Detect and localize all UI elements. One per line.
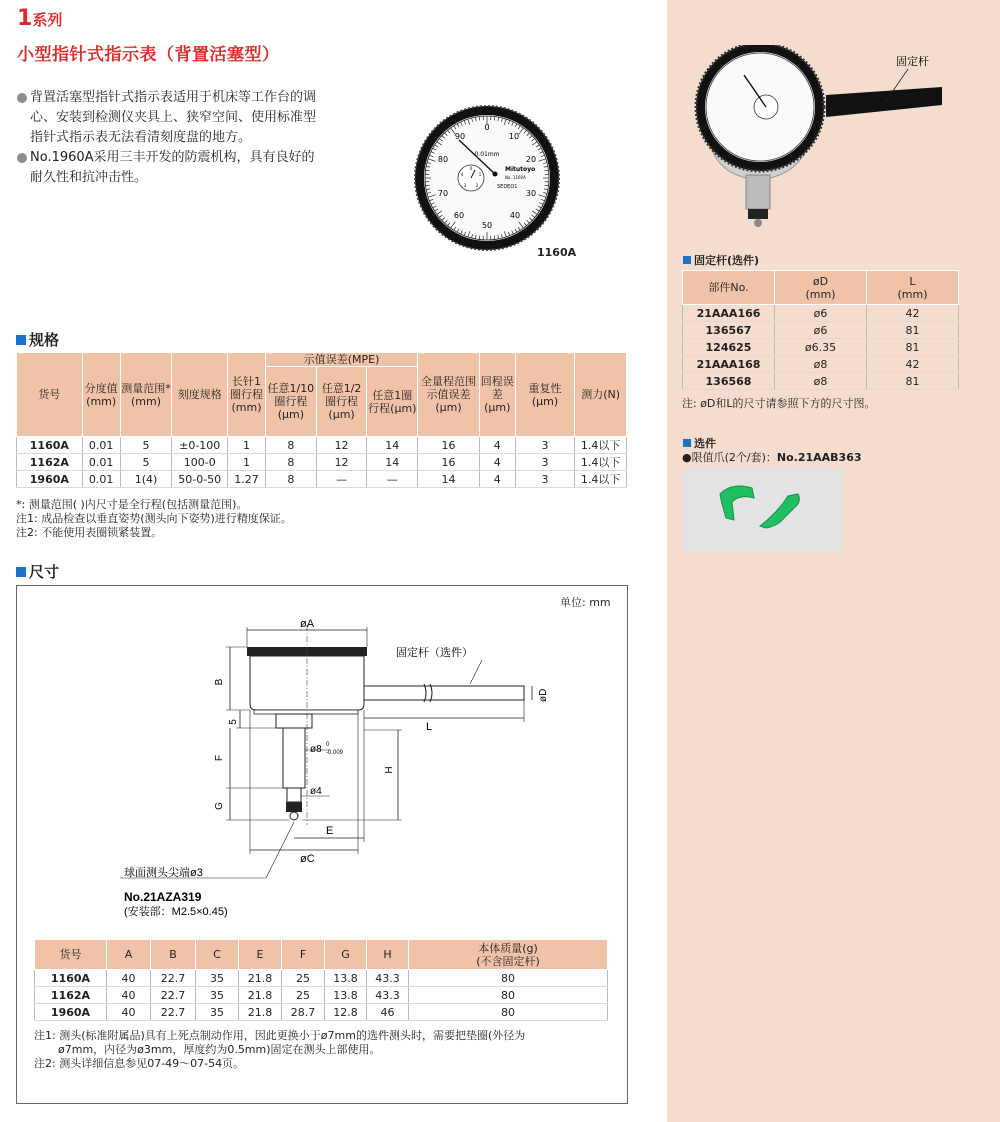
heading-marker (16, 335, 26, 345)
cell: ±0-100 (172, 437, 228, 454)
spec-header: 重复性(µm) (515, 353, 575, 437)
dial-tick (479, 116, 480, 120)
cell: 21.8 (239, 1004, 282, 1021)
option-item (682, 451, 862, 465)
cell: 12.8 (325, 1004, 367, 1021)
spec-heading (16, 329, 59, 350)
spec-header: 测量范围*(mm) (120, 353, 172, 437)
dimensions-table (34, 939, 608, 1021)
rod-heading (683, 252, 759, 268)
unit-label: 单位: mm (560, 596, 611, 609)
stem (283, 728, 305, 788)
rod-heading-text: 固定杆(选件) (694, 254, 760, 267)
dim-label: F (214, 754, 225, 762)
dimension-drawing (90, 610, 550, 930)
cell: — (316, 471, 367, 488)
cell: 35 (196, 987, 239, 1004)
rod-header: øD (mm) (775, 271, 867, 305)
cell: 21.8 (239, 987, 282, 1004)
dimensions-heading-text: 尺寸 (29, 563, 60, 581)
dimension-notes (34, 1029, 614, 1071)
dial-number: 20 (525, 155, 537, 164)
spec-header: 测力(N) (575, 353, 627, 437)
dim-header: B (151, 940, 196, 970)
option-heading-text: 选件 (694, 437, 716, 450)
cell: 136568 (683, 373, 775, 390)
dial-number: 0 (484, 123, 490, 132)
cell: 5 (120, 437, 172, 454)
spec-row (17, 471, 627, 488)
stem-base (276, 714, 312, 728)
heading-marker (16, 567, 26, 577)
cell: 14 (367, 454, 418, 471)
cell: 1162A (35, 987, 107, 1004)
cell: 81 (867, 373, 959, 390)
cell: 1 (228, 437, 266, 454)
cell: 80 (409, 1004, 608, 1021)
rod-header: L (mm) (867, 271, 959, 305)
spec-header: 任意1/2圈行程(µm) (316, 367, 367, 437)
stem-photo (688, 45, 958, 235)
rod-callout: 固定杆（选件） (396, 647, 473, 659)
revolution-number: 3 (463, 183, 467, 188)
revolution-number: 0 (469, 166, 473, 171)
dim-header: H (367, 940, 409, 970)
rod-header: 部件No. (683, 271, 775, 305)
cell: 28.7 (282, 1004, 325, 1021)
dial-brand: Mitutoyo (505, 166, 536, 173)
cell: 0.01 (82, 454, 120, 471)
dim-label: ø8 (310, 744, 322, 755)
cell: 12 (316, 454, 367, 471)
spec-header: 分度值(mm) (82, 353, 120, 437)
cell: 1960A (17, 471, 83, 488)
dim-label: 5 (228, 719, 239, 725)
dial-tick (494, 116, 495, 120)
dim-label: øA (299, 618, 315, 630)
page-title: 小型指针式指示表（背置活塞型） (17, 45, 280, 65)
cell: 40 (107, 970, 151, 987)
tip-callout: 球面测头尖端ø3 (124, 867, 203, 879)
dim-row (35, 970, 608, 987)
dim-label: B (214, 678, 225, 686)
dim-label: H (384, 766, 395, 774)
cell: 80 (409, 970, 608, 987)
cell: 13.8 (325, 970, 367, 987)
cell: 8 (265, 471, 316, 488)
stem-rod-photo (826, 87, 942, 117)
option-part-number: No.21AAB363 (776, 451, 862, 464)
dial-number: 70 (437, 189, 449, 198)
cell: 1.4以下 (575, 437, 627, 454)
tip-mount: (安装部：M2.5×0.45) (124, 906, 228, 918)
dim-row (35, 987, 608, 1004)
dial-indicator-image (413, 104, 561, 252)
spindle (287, 788, 301, 802)
rod-row (683, 356, 959, 373)
heading-marker (683, 439, 691, 447)
cell: 46 (367, 1004, 409, 1021)
spec-header: 回程误差(µm) (479, 353, 515, 437)
cell: 22.7 (151, 987, 196, 1004)
dial-model: No. 1160A (505, 175, 526, 180)
rod-note: 注: øD和L的尺寸请参照下方的尺寸图。 (682, 397, 876, 410)
cell: 1160A (35, 970, 107, 987)
cell: 1(4) (120, 471, 172, 488)
rod-row (683, 339, 959, 356)
dim-header: C (196, 940, 239, 970)
contact-point (286, 802, 302, 812)
cell: 13.8 (325, 987, 367, 1004)
dial-number: 30 (525, 189, 537, 198)
spec-header: 长针1圈行程(mm) (228, 353, 266, 437)
series-text: 系列 (32, 11, 63, 29)
cell: 1 (228, 454, 266, 471)
cell: 40 (107, 1004, 151, 1021)
cell: 16 (418, 454, 480, 471)
dim-label: øC (300, 853, 315, 865)
intro-bullet: 背置活塞型指针式指示表适用于机床等工作台的调心、安装到检测仪夹具上、狭窄空间、使用标准型指针式指示表无法看清刻度盘的地方。 (17, 88, 317, 148)
spec-row (17, 437, 627, 454)
dim-header: E (239, 940, 282, 970)
cell: 21AAA168 (683, 356, 775, 373)
spec-header: 刻度规格 (172, 353, 228, 437)
stem-rod-table (682, 270, 959, 390)
limit-clip-image (682, 468, 842, 552)
dim-label: E (326, 825, 334, 837)
dim-header: A (107, 940, 151, 970)
cell: 16 (418, 437, 480, 454)
cell: 14 (418, 471, 480, 488)
limit-clip-photo (682, 468, 842, 552)
dial-number: 80 (437, 155, 449, 164)
cell: 43.3 (367, 987, 409, 1004)
cell: 22.7 (151, 970, 196, 987)
dim-header: G (325, 940, 367, 970)
note: ø7mm，内径为ø3mm，厚度约为0.5mm)固定在测头上部使用。 (58, 1043, 381, 1056)
dim-header: 货号 (35, 940, 107, 970)
revolution-number: 4 (460, 172, 464, 177)
dial-number: 90 (454, 132, 466, 141)
intro-bullet: No.1960A采用三丰开发的防震机构，具有良好的耐久性和抗冲击性。 (17, 148, 317, 188)
cell: 80 (409, 987, 608, 1004)
cell: 25 (282, 970, 325, 987)
cell: 4 (479, 437, 515, 454)
cell: 3 (515, 471, 575, 488)
spec-header: 示值误差(MPE) (265, 353, 417, 367)
cell: 42 (867, 356, 959, 373)
dim-label: L (426, 721, 433, 733)
cell: 12 (316, 437, 367, 454)
dial-resolution: 0.01mm (474, 151, 500, 158)
note: 注1: 测头(标准附属品)具有上死点制动作用，因此更换小于ø7mm的选件测头时，需要把垫圈(外径为 (34, 1029, 526, 1042)
cell: 21AAA166 (683, 305, 775, 322)
clip-icon (720, 486, 754, 520)
dial-code: SEDEO1 (497, 184, 518, 190)
tip-part-number: No.21AZA319 (124, 890, 202, 904)
cell: 124625 (683, 339, 775, 356)
dim-label: øD (538, 688, 549, 702)
cell: 1.4以下 (575, 471, 627, 488)
cell: 1.4以下 (575, 454, 627, 471)
cell: 14 (367, 437, 418, 454)
dial-tick (425, 185, 429, 186)
option-item-label: ●限值爪(2个/套)： (682, 451, 777, 464)
cell: ø6 (775, 305, 867, 322)
cell: 3 (515, 437, 575, 454)
rod-row (683, 322, 959, 339)
dial-number: 50 (481, 221, 493, 230)
dim-header: 本体质量(g) (不含固定杆) (409, 940, 608, 970)
series-label (17, 6, 62, 31)
dimensions-heading (16, 561, 59, 582)
clip-icon (760, 494, 799, 528)
cell: 25 (282, 987, 325, 1004)
cell: 1160A (17, 437, 83, 454)
spec-notes (16, 498, 292, 540)
heading-marker (683, 256, 691, 264)
spec-row (17, 454, 627, 471)
cell: 35 (196, 970, 239, 987)
dim-label: G (214, 802, 225, 810)
cell: 0.01 (82, 471, 120, 488)
revolution-number: 2 (475, 183, 479, 188)
spec-table (16, 352, 627, 488)
note: *: 测量范围( )内尺寸是全行程(包括测量范围)。 (16, 498, 248, 511)
spec-header: 任意1/10圈行程(µm) (265, 367, 316, 437)
cell: 8 (265, 454, 316, 471)
cell: 21.8 (239, 970, 282, 987)
cell: 5 (120, 454, 172, 471)
cell: 42 (867, 305, 959, 322)
cell: 136567 (683, 322, 775, 339)
dial-number: 40 (509, 211, 521, 220)
dim-header: F (282, 940, 325, 970)
stem-photo-label: 固定杆 (896, 56, 929, 68)
rod-row (683, 373, 959, 390)
series-number: 1 (17, 6, 33, 31)
cell: 40 (107, 987, 151, 1004)
dial-number: 60 (453, 211, 465, 220)
dial-photo (413, 104, 561, 252)
rod-row (683, 305, 959, 322)
cell: 1.27 (228, 471, 266, 488)
cell: 43.3 (367, 970, 409, 987)
note: 注2: 测头详细信息参见07-49～07-54页。 (34, 1057, 245, 1070)
cell: ø6 (775, 322, 867, 339)
cell: ø6.35 (775, 339, 867, 356)
note: 注2: 不能使用表圈锁紧装置。 (16, 526, 163, 539)
dial-number: 10 (508, 132, 520, 141)
dial-tick (425, 170, 429, 171)
option-heading (683, 435, 716, 451)
cell: 0.01 (82, 437, 120, 454)
dial-caption: 1160A (537, 246, 577, 259)
cell: 1960A (35, 1004, 107, 1021)
dial-tick (545, 170, 549, 171)
cell: 35 (196, 1004, 239, 1021)
dim-row (35, 1004, 608, 1021)
cell: 4 (479, 454, 515, 471)
spec-header: 货号 (17, 353, 83, 437)
dim-label: ø4 (310, 786, 322, 797)
dial-tick (494, 236, 495, 240)
spec-header: 任意1圈行程(µm) (367, 367, 418, 437)
dial-tick (479, 236, 480, 240)
spec-header: 全量程范围示值误差(µm) (418, 353, 480, 437)
intro-bullets (17, 88, 317, 188)
dial-tick (545, 185, 549, 186)
spec-heading-text: 规格 (29, 331, 60, 349)
cell: 81 (867, 322, 959, 339)
note: 注1: 成品检查以垂直姿势(测头向下姿势)进行精度保证。 (16, 512, 292, 525)
cell: 100-0 (172, 454, 228, 471)
cell: 8 (265, 437, 316, 454)
tolerance-lower: -0.009 (326, 750, 344, 756)
cell: 22.7 (151, 1004, 196, 1021)
cell: 4 (479, 471, 515, 488)
cell: ø8 (775, 356, 867, 373)
tolerance-upper: 0 (326, 742, 330, 748)
stem-rod (364, 686, 524, 700)
cell: 81 (867, 339, 959, 356)
cell: 50-0-50 (172, 471, 228, 488)
cell: 3 (515, 454, 575, 471)
cell: — (367, 471, 418, 488)
cell: 1162A (17, 454, 83, 471)
revolution-number: 1 (478, 172, 482, 177)
cell: ø8 (775, 373, 867, 390)
